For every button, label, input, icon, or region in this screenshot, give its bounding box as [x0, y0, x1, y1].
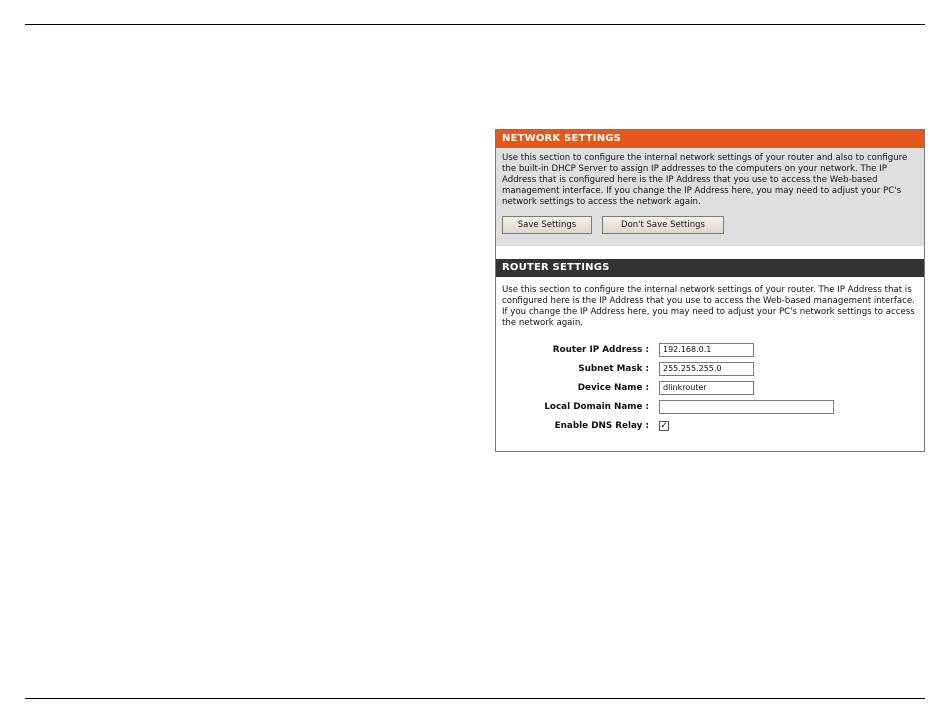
dns-relay-checkbox[interactable]: ✓: [660, 420, 668, 431]
router-ip-row: [502, 340, 918, 359]
network-settings-header: NETWORK SETTINGS: [496, 130, 924, 148]
local-domain-label: Local Domain Name :: [544, 401, 649, 412]
top-rule: [25, 24, 925, 25]
device-name-label: Device Name :: [577, 382, 649, 393]
subnet-mask-input[interactable]: 255.255.255.0: [659, 362, 754, 376]
device-name-row: [502, 378, 918, 397]
dont-save-settings-button[interactable]: Don't Save Settings: [602, 216, 724, 234]
dns-relay-label: Enable DNS Relay :: [554, 420, 649, 431]
subnet-mask-row: [502, 359, 918, 378]
subnet-mask-label: Subnet Mask :: [578, 363, 649, 374]
router-settings-body: [496, 277, 924, 435]
local-domain-input[interactable]: [659, 400, 834, 414]
settings-panel: [495, 129, 925, 452]
router-ip-input[interactable]: 192.168.0.1: [659, 343, 754, 357]
router-settings-form: [502, 340, 918, 435]
device-name-input[interactable]: dlinkrouter: [659, 381, 754, 395]
button-row: [502, 216, 918, 234]
dns-relay-row: [502, 416, 918, 435]
router-settings-header: ROUTER SETTINGS: [496, 259, 924, 277]
network-settings-description: Use this section to configure the internal network settings of your router and also to configure the built-in DHCP Server to assign IP addresses to the computers on your network. The IP Address that is configured here is the IP Address that you use to access the Web-based management interface. If you change the IP Address here, you may need to adjust your PC's network settings to access the network again.: [502, 153, 908, 207]
bottom-rule: [25, 698, 925, 699]
network-settings-body: [496, 148, 924, 247]
local-domain-row: [502, 397, 918, 416]
router-settings-description: Use this section to configure the internal network settings of your router. The IP Address that is configured here is the IP Address that you use to access the Web-based management interface. If you change the IP Address here, you may need to adjust your PC's network settings to access the network again.: [502, 285, 915, 328]
section-spacer: [496, 247, 924, 259]
save-settings-button[interactable]: Save Settings: [502, 216, 592, 234]
router-ip-label: Router IP Address :: [552, 344, 649, 355]
